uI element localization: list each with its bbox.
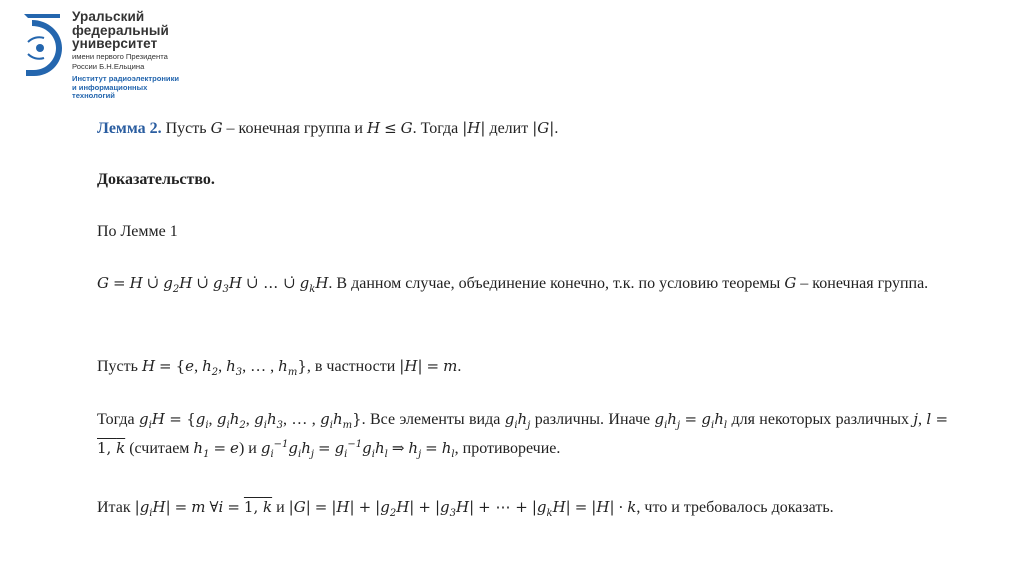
lemma-statement bbox=[97, 114, 948, 143]
by-lemma-text: По Лемме 1 bbox=[97, 223, 178, 240]
logo-name-line1: Уральский bbox=[72, 9, 145, 24]
let-H-paragraph: Пусть H = {e, $h_2$, $h_3$, … , $h_m$}, в частности |H| = m. bbox=[97, 357, 462, 378]
lemma-label: Лемма 2. bbox=[97, 120, 162, 137]
coset-union-paragraph: G = H ∪̇ $g_2H$ ∪̇ $g_3H$ ∪̇ … ∪̇ $g_kH$. В данном случае, объединение конечно, т.к. по условию теоремы G – конечная группа. bbox=[97, 274, 929, 295]
logo-name-line3: университет bbox=[72, 36, 158, 51]
urfu-logo-icon bbox=[18, 12, 70, 78]
logo-sub-line2: России Б.Н.Ельцина bbox=[72, 61, 145, 71]
logo-inst-line2: и информационных bbox=[72, 82, 148, 92]
university-logo bbox=[18, 10, 238, 105]
logo-institute bbox=[72, 75, 179, 100]
logo-inst-line1: Институт радиоэлектроники bbox=[72, 74, 180, 84]
conclusion-paragraph: Итак $|g_iH| = m$ ∀i = 1, k и $|G| = |H| + |g_2H| + |g_3H|$ + ⋯ + $|g_kH| = |H| \cdot k$, что и требовалось доказать. bbox=[97, 498, 834, 519]
proof-heading: Доказательство. bbox=[97, 171, 215, 188]
logo-name-line2: федеральный bbox=[72, 22, 169, 38]
logo-sub-line1: имени первого Президента bbox=[72, 51, 168, 61]
then-paragraph: Тогда $g_iH = \{g_i$, $g_ih_2$, $g_ih_3$, … , $g_ih_m$}. Все элементы вида $g_ih_j$ различны. Иначе $g_ih_j = g_ih_l$ для некоторых различных j, l = 1, k (считаем $h_1 = e$) и $g_i^{-1}g_ih_j = g_i^{-1}g_ih_l$ ⇒ $h_j = h_l$, противоречие. bbox=[97, 410, 949, 460]
logo-inst-line3: технологий bbox=[72, 90, 115, 100]
lemma-text: Пусть G – конечная группа и H ≤ G. Тогда |H| делит |G|. bbox=[165, 119, 559, 137]
